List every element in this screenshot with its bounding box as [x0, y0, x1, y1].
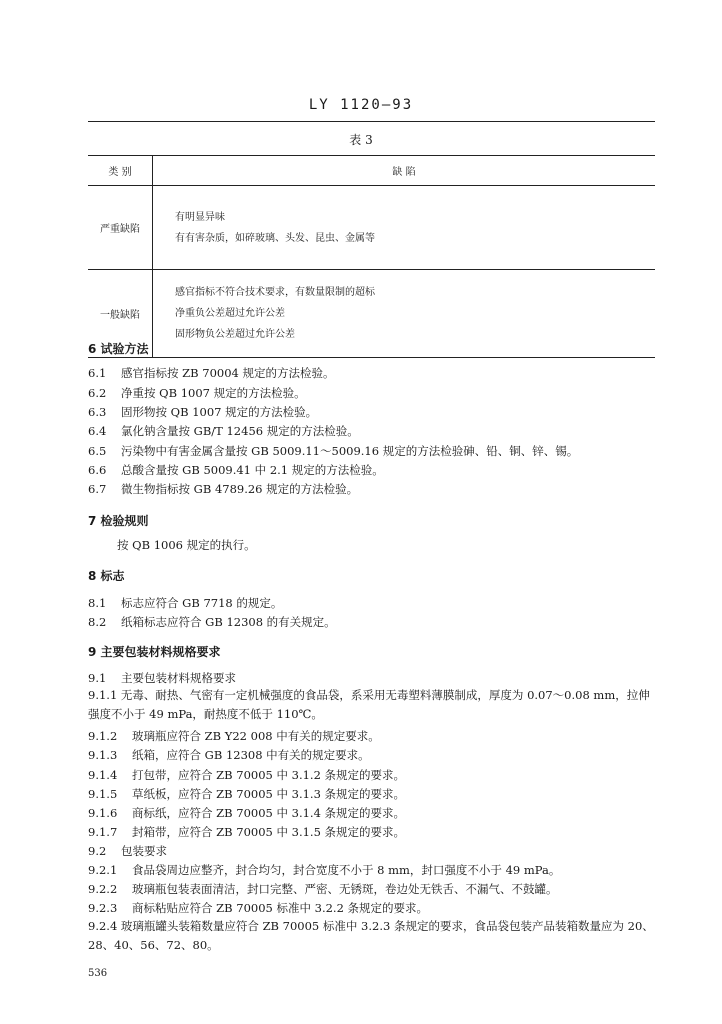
clause-number: 8.1: [88, 596, 107, 610]
clause-number: 6.4: [88, 424, 107, 438]
clause-number: 9.1.5: [88, 787, 118, 801]
row-defects: [153, 270, 656, 358]
clause-number: 6.1: [88, 366, 107, 380]
clause-text: 打包带，应符合 ZB 70005 中 3.1.2 条规定的要求。: [132, 768, 406, 782]
clause-number: 9.2.2: [88, 882, 118, 896]
standard-code-header: LY 1120—93: [308, 97, 414, 113]
clause-text: 固形物按 QB 1007 规定的方法检验。: [121, 405, 318, 419]
clause-text: 草纸板，应符合 ZB 70005 中 3.1.3 条规定的要求。: [132, 787, 406, 801]
clause-9-1-7: [88, 824, 405, 840]
clause-6-1: [88, 365, 335, 381]
clause-text: 商标纸，应符合 ZB 70005 中 3.1.4 条规定的要求。: [132, 806, 406, 820]
clause-9-2-4: 9.2.4 玻璃瓶罐头装箱数量应符合 ZB 70005 标准中 3.2.3 条规定的要求，食品袋包装产品装箱数量应为 20、28、40、56、72、80。: [88, 919, 654, 952]
clause-9-1-2: [88, 728, 380, 744]
row-defects: [153, 186, 656, 270]
header-category: 类 别: [88, 156, 153, 186]
clause-number: 6.2: [88, 386, 107, 400]
clause-number: 9.1.3: [88, 748, 118, 762]
clause-number: 9.1: [88, 671, 107, 685]
clause-6-7: [88, 481, 358, 497]
clause-number: 9.2.3: [88, 901, 118, 915]
clause-number: 9.1.6: [88, 806, 118, 820]
clause-9-1-6: [88, 805, 405, 821]
clause-9-1-3: [88, 747, 370, 763]
clause-number: 9.1.4: [88, 768, 118, 782]
clause-6-2: [88, 385, 306, 401]
clause-text: 感官指标按 ZB 70004 规定的方法检验。: [121, 366, 335, 380]
clause-number: 6.5: [88, 444, 107, 458]
clause-number: 6.3: [88, 405, 107, 419]
clause-number: 9.2: [88, 844, 107, 858]
clause-text: 食品袋周边应整齐，封合均匀，封合宽度不小于 8 mm，封口强度不小于 49 mPa。: [132, 863, 561, 877]
defects-table: [88, 155, 655, 358]
section-6-heading: 6 试验方法: [88, 342, 149, 356]
clause-9-2-1: [88, 862, 560, 878]
clause-9-1-5: [88, 786, 405, 802]
clause-9-2-2: [88, 881, 558, 897]
clause-text: 纸箱标志应符合 GB 12308 的有关规定。: [121, 615, 336, 629]
clause-number: 9.1.2: [88, 729, 118, 743]
clause-text: 主要包装材料规格要求: [121, 671, 236, 685]
clause-text: 封箱带，应符合 ZB 70005 中 3.1.5 条规定的要求。: [132, 825, 406, 839]
defect-item: 有明显异味: [175, 211, 225, 223]
clause-6-4: [88, 423, 359, 439]
section-7-heading: 7 检验规则: [88, 514, 149, 528]
clause-9-2-3: [88, 900, 428, 916]
clause-8-2: [88, 614, 336, 630]
clause-number: 6.7: [88, 482, 107, 496]
clause-9-1: [88, 670, 236, 686]
clause-number: 9.2.1: [88, 863, 118, 877]
header-defects: 缺 陷: [153, 156, 656, 186]
table-header-row: [88, 156, 655, 186]
clause-text: 纸箱，应符合 GB 12308 中有关的规定要求。: [132, 748, 370, 762]
clause-number: 9.1.7: [88, 825, 118, 839]
clause-text: 总酸含量按 GB 5009.41 中 2.1 规定的方法检验。: [121, 463, 384, 477]
page-number: 536: [88, 968, 108, 979]
table-row: [88, 186, 655, 270]
section-8-heading: 8 标志: [88, 569, 125, 583]
clause-text: 玻璃瓶应符合 ZB Y22 008 中有关的规定要求。: [132, 729, 380, 743]
clause-6-6: [88, 462, 384, 478]
header-rule: [88, 121, 655, 122]
clause-text: 氯化钠含量按 GB/T 12456 规定的方法检验。: [121, 424, 359, 438]
clause-number: 8.2: [88, 615, 107, 629]
clause-8-1: [88, 595, 282, 611]
row-category: 一般缺陷: [88, 270, 153, 358]
clause-text: 标志应符合 GB 7718 的规定。: [121, 596, 283, 610]
defect-item: 有有害杂质，如碎玻璃、头发、昆虫、金属等: [175, 232, 375, 244]
clause-6-3: [88, 404, 317, 420]
table-row: [88, 270, 655, 358]
clause-text: 包装要求: [121, 844, 167, 858]
clause-number: 6.6: [88, 463, 107, 477]
defect-item: 固形物负公差超过允许公差: [175, 329, 295, 340]
section-7-text: 按 QB 1006 规定的执行。: [117, 538, 256, 552]
clause-text: 污染物中有害金属含量按 GB 5009.11～5009.16 规定的方法检验砷、铅、铜、锌、锡。: [121, 444, 579, 458]
clause-6-5: [88, 443, 578, 459]
table-caption: 表 3: [349, 133, 373, 147]
clause-9-1-1: 9.1.1 无毒、耐热、气密有一定机械强度的食品袋，系采用无毒塑料薄膜制成，厚度为 0.07～0.08 mm，拉伸强度不小于 49 mPa，耐热度不低于 110℃。: [88, 688, 650, 721]
clause-text: 微生物指标按 GB 4789.26 规定的方法检验。: [121, 482, 359, 496]
defect-item: 净重负公差超过允许公差: [175, 308, 285, 319]
defect-item: 感官指标不符合技术要求，有数量限制的超标: [175, 287, 375, 298]
clause-9-1-4: [88, 767, 405, 783]
clause-text: 玻璃瓶包装表面清洁，封口完整、严密、无锈斑，卷边处无铁舌、不漏气、不鼓罐。: [132, 882, 558, 896]
clause-9-2: [88, 843, 167, 859]
section-9-heading: 9 主要包装材料规格要求: [88, 645, 221, 659]
clause-text: 净重按 QB 1007 规定的方法检验。: [121, 386, 306, 400]
clause-text: 商标粘贴应符合 ZB 70005 标准中 3.2.2 条规定的要求。: [132, 901, 429, 915]
row-category: 严重缺陷: [88, 186, 153, 270]
